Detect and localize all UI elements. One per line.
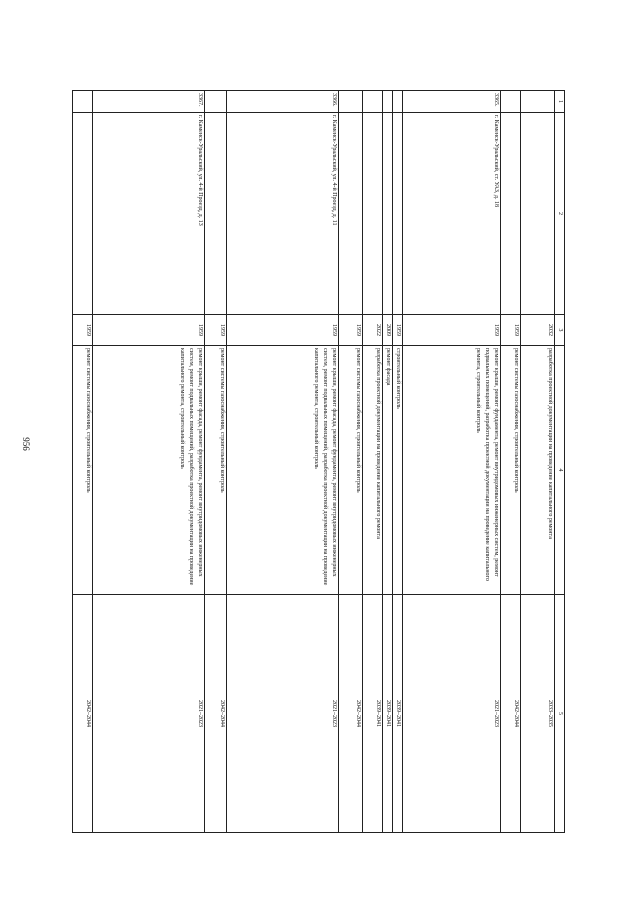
table-row <box>403 91 501 833</box>
planned-period-cell: 2039–2041 <box>363 595 383 833</box>
year-cell: 1959 <box>93 315 205 346</box>
planned-period-cell: 2033–2035 <box>521 595 555 833</box>
planned-period-cell: 2039–2041 <box>383 595 393 833</box>
year-cell: 1959 <box>501 315 521 346</box>
work-type-cell: ремонт системы газоснабжения, строительный контроль <box>339 346 363 595</box>
row-number-cell <box>73 91 93 113</box>
address-cell <box>521 113 555 315</box>
address-cell <box>501 113 521 315</box>
table-row <box>393 91 403 833</box>
planned-period-cell: 2042–2044 <box>339 595 363 833</box>
row-number-cell <box>501 91 521 113</box>
header-cell: 5 <box>555 595 565 833</box>
work-type-cell: ремонт крыши, ремонт фасада, ремонт фундамента, ремонт внутридомовых инженерных систем, ремонт подвальных помещений, разработка проектной документации на проведение капитального ремонта, строительный контроль <box>227 346 339 595</box>
planned-period-cell: 2042–2044 <box>501 595 521 833</box>
work-type-cell: ремонт системы газоснабжения, строительный контроль <box>501 346 521 595</box>
header-cell: 1 <box>555 91 565 113</box>
year-cell: 1959 <box>403 315 501 346</box>
year-cell: 2032 <box>521 315 555 346</box>
table-row <box>521 91 555 833</box>
work-type-cell: разработка проектной документации на проведение капитального ремонта <box>521 346 555 595</box>
page-frame <box>85 90 565 832</box>
year-cell: 2022 <box>363 315 383 346</box>
header-cell: 3 <box>555 315 565 346</box>
year-cell: 1959 <box>393 315 403 346</box>
planned-period-cell: 2039–2041 <box>393 595 403 833</box>
repair-schedule-table <box>72 90 565 833</box>
address-cell <box>205 113 227 315</box>
table-row <box>93 91 205 833</box>
address-cell <box>339 113 363 315</box>
work-type-cell: разработка проектной документации на проведение капитального ремонта <box>363 346 383 595</box>
row-number-cell <box>393 91 403 113</box>
table-row <box>73 91 93 833</box>
address-cell <box>383 113 393 315</box>
header-cell: 2 <box>555 113 565 315</box>
row-number-cell: 3365. <box>403 91 501 113</box>
row-number-cell <box>383 91 393 113</box>
row-number-cell: 3366. <box>227 91 339 113</box>
planned-period-cell: 2042–2044 <box>73 595 93 833</box>
rotated-sheet <box>85 90 565 832</box>
table-row <box>339 91 363 833</box>
address-cell <box>73 113 93 315</box>
planned-period-cell: 2042–2044 <box>205 595 227 833</box>
table-row <box>205 91 227 833</box>
year-cell: 1959 <box>227 315 339 346</box>
table-row <box>227 91 339 833</box>
year-cell: 1959 <box>205 315 227 346</box>
work-type-cell: ремонт системы газоснабжения, строительный контроль <box>205 346 227 595</box>
year-cell: 1959 <box>73 315 93 346</box>
address-cell: г. Каменск-Уральский, ул. 4-й Проезд, д. 11 <box>227 113 339 315</box>
address-cell <box>363 113 383 315</box>
planned-period-cell: 2021–2023 <box>227 595 339 833</box>
table-row <box>383 91 393 833</box>
planned-period-cell: 2021–2023 <box>93 595 205 833</box>
planned-period-cell: 2021–2023 <box>403 595 501 833</box>
row-number-cell <box>363 91 383 113</box>
year-cell: 2009 <box>383 315 393 346</box>
work-type-cell: ремонт крыши, ремонт фасада, ремонт фундамента, ремонт внутридомовых инженерных систем, ремонт подвальных помещений, разработка проектной документации на проведение капитального ремонта, строительный контроль <box>93 346 205 595</box>
address-cell: г. Каменск-Уральский, ст. УАЗ, д. 18 <box>403 113 501 315</box>
table-header-row <box>555 91 565 833</box>
address-cell <box>393 113 403 315</box>
work-type-cell: ремонт системы газоснабжения, строительный контроль <box>73 346 93 595</box>
row-number-cell <box>521 91 555 113</box>
year-cell: 1959 <box>339 315 363 346</box>
work-type-cell: строительный контроль <box>393 346 403 595</box>
work-type-cell: ремонт фасада <box>383 346 393 595</box>
page-number: 956 <box>21 437 31 451</box>
table-row <box>363 91 383 833</box>
row-number-cell <box>339 91 363 113</box>
work-type-cell: ремонт крыши, ремонт фундамента, ремонт внутридомовых инженерных систем, ремонт подвальных помещений, разработка проектной документации на проведение капитального ремонта, строительный контроль <box>403 346 501 595</box>
row-number-cell <box>205 91 227 113</box>
table-row <box>501 91 521 833</box>
row-number-cell: 3367. <box>93 91 205 113</box>
address-cell: г. Каменск-Уральский, ул. 4-й Проезд, д. 13 <box>93 113 205 315</box>
header-cell: 4 <box>555 346 565 595</box>
table-body <box>73 91 565 833</box>
